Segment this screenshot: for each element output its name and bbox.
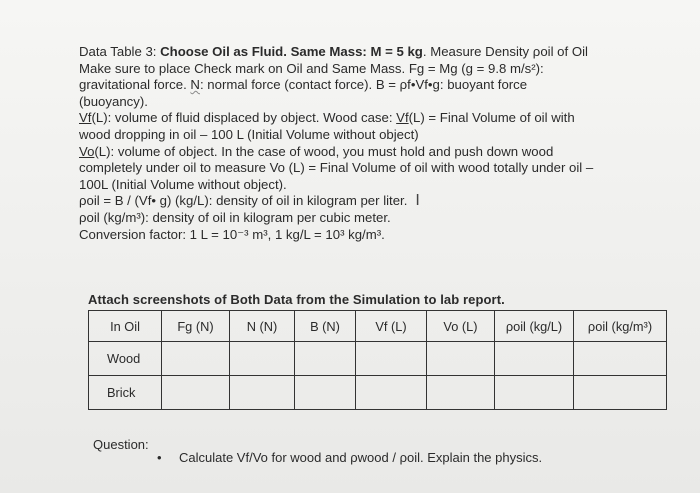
- density-kgl-definition: ρoil = B / (Vf• g) (kg/L): density of oil in kilogram per liter.: [79, 193, 408, 209]
- vf-symbol: Vf: [79, 110, 92, 126]
- header-vf: Vf (L): [356, 311, 427, 342]
- brick-vo-cell[interactable]: [427, 376, 495, 410]
- wood-density-kgl-cell[interactable]: [495, 342, 574, 376]
- line-9: 100L (Initial Volume without object).: [79, 176, 287, 192]
- line-8: completely under oil to measure Vo (L) = Final Volume of oil with wood totally under oil –: [79, 160, 594, 176]
- line-5: [79, 110, 669, 127]
- text-cursor-icon: I: [415, 192, 420, 210]
- wood-vf-cell[interactable]: [356, 342, 427, 376]
- question-label: Question:: [93, 437, 149, 452]
- vf-definition: (L): volume of fluid displaced by object. Wood case:: [91, 110, 397, 126]
- table-row-brick: [89, 376, 667, 410]
- bullet-icon: •: [157, 450, 162, 465]
- table-title-prefix: Data Table 3:: [79, 44, 161, 59]
- brick-density-kgl-cell[interactable]: [495, 376, 574, 410]
- normal-force-text: : normal force (contact force). B = ρf•Vf•g: buoyant force: [199, 77, 528, 93]
- table-row-wood: [89, 342, 667, 376]
- brick-n-cell[interactable]: [230, 376, 295, 410]
- gravity-text: gravitational force.: [79, 77, 191, 93]
- data-table: [88, 310, 667, 410]
- header-vo: Vo (L): [427, 311, 495, 342]
- normal-force-symbol: N: [190, 77, 200, 93]
- table-title-suffix: . Measure Density ρoil of Oil: [422, 44, 588, 59]
- line-7: [79, 144, 669, 161]
- table-title-bold: Choose Oil as Fluid. Same Mass: M = 5 kg: [160, 44, 423, 59]
- vf-definition-end: (L) = Final Volume of oil with: [408, 110, 575, 126]
- question-item: [157, 450, 542, 465]
- question-text: Calculate Vf/Vo for wood and ρwood / ρoil. Explain the physics.: [179, 450, 543, 465]
- header-density-kgm3: ρoil (kg/m³): [574, 311, 667, 342]
- line-2: Make sure to place Check mark on Oil and Same Mass. Fg = Mg (g = 9.8 m/s²):: [79, 60, 544, 76]
- wood-n-cell[interactable]: [230, 342, 295, 376]
- row-label-brick: Brick: [89, 376, 162, 410]
- header-row: [89, 311, 667, 342]
- wood-b-cell[interactable]: [295, 342, 356, 376]
- line-1: [79, 44, 669, 61]
- row-label-wood: Wood: [89, 342, 162, 376]
- wood-vo-cell[interactable]: [427, 342, 495, 376]
- header-in-oil: In Oil: [89, 311, 162, 342]
- header-n: N (N): [230, 311, 295, 342]
- line-12: Conversion factor: 1 L = 10⁻³ m³, 1 kg/L = 10³ kg/m³.: [79, 226, 385, 242]
- header-b: B (N): [295, 311, 356, 342]
- header-fg: Fg (N): [162, 311, 230, 342]
- vo-definition: (L): volume of object. In the case of wood, you must hold and push down wood: [94, 143, 554, 159]
- wood-fg-cell[interactable]: [162, 342, 230, 376]
- wood-density-kgm3-cell[interactable]: [574, 342, 667, 376]
- brick-b-cell[interactable]: [295, 376, 356, 410]
- header-density-kgl: ρoil (kg/L): [495, 311, 574, 342]
- line-11: ρoil (kg/m³): density of oil in kilogram per cubic meter.: [79, 209, 391, 225]
- brick-density-kgm3-cell[interactable]: [574, 376, 667, 410]
- line-4: (buoyancy).: [79, 93, 148, 109]
- line-3: [79, 77, 669, 94]
- line-6: wood dropping in oil – 100 L (Initial Volume without object): [79, 126, 419, 142]
- instructions-paragraph: [79, 44, 669, 243]
- vo-symbol: Vo: [79, 143, 95, 159]
- brick-fg-cell[interactable]: [162, 376, 230, 410]
- line-10: [79, 193, 669, 210]
- vf-symbol-2: Vf: [396, 110, 409, 126]
- brick-vf-cell[interactable]: [356, 376, 427, 410]
- attach-instruction: Attach screenshots of Both Data from the Simulation to lab report.: [88, 292, 505, 307]
